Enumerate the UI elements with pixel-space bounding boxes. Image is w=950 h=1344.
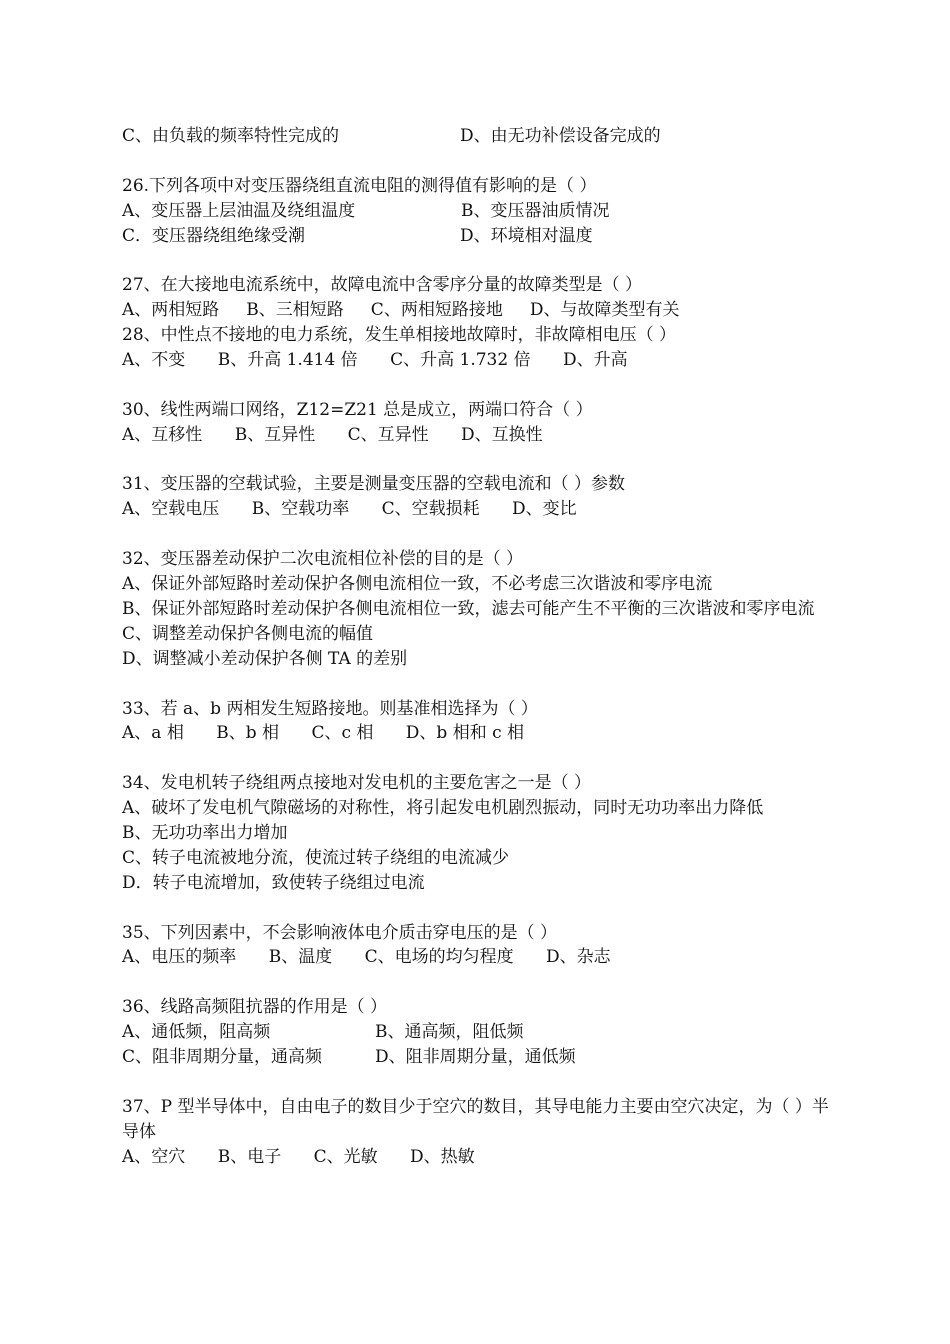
q34-option-a: A、破坏了发电机气隙磁场的对称性，将引起发电机剧烈振动，同时无功功率出力降低 bbox=[122, 798, 764, 819]
q31-stem: 31、变压器的空载试验，主要是测量变压器的空载电流和（ ）参数 bbox=[122, 474, 626, 495]
q34-option-b: B、无功功率出力增加 bbox=[122, 822, 288, 843]
q37-options: A、空穴 B、电子 C、光敏 D、热敏 bbox=[122, 1146, 475, 1167]
q28-options: A、不变 B、升高 1.414 倍 C、升高 1.732 倍 D、升高 bbox=[122, 350, 628, 371]
q34-option-d: D．转子电流增加，致使转子绕组过电流 bbox=[122, 872, 425, 893]
q27-options: A、两相短路 B、三相短路 C、两相短路接地 D、与故障类型有关 bbox=[122, 300, 680, 321]
q36-option-b: B、通高频，阻低频 bbox=[375, 1022, 524, 1043]
q36-option-a: A、通低频，阻高频 bbox=[122, 1022, 271, 1043]
q33-stem: 33、若 a、b 两相发生短路接地。则基准相选择为（ ） bbox=[122, 698, 538, 719]
q27-stem: 27、在大接地电流系统中，故障电流中含零序分量的故障类型是（ ） bbox=[122, 275, 643, 296]
q35-options: A、电压的频率 B、温度 C、电场的均匀程度 D、杂志 bbox=[122, 947, 611, 968]
q30-options: A、互移性 B、互异性 C、互异性 D、互换性 bbox=[122, 424, 543, 445]
q36-option-d: D、阻非周期分量，通低频 bbox=[375, 1046, 576, 1067]
q30-stem: 30、线性两端口网络，Z12=Z21 总是成立，两端口符合（ ） bbox=[122, 399, 593, 420]
q32-stem: 32、变压器差动保护二次电流相位补偿的目的是（ ） bbox=[122, 549, 524, 570]
q33-options: A、a 相 B、b 相 C、c 相 D、b 相和 c 相 bbox=[122, 723, 525, 744]
q32-option-b: B、保证外部短路时差动保护各侧电流相位一致，滤去可能产生不平衡的三次谐波和零序电流 bbox=[122, 598, 815, 619]
q25-option-d: D、由无功补偿设备完成的 bbox=[460, 126, 661, 146]
q25-options-cd bbox=[122, 124, 842, 149]
document-page bbox=[122, 124, 842, 1169]
q26-options-cd bbox=[122, 224, 842, 249]
q36-options-ab bbox=[122, 1020, 842, 1045]
q26-option-a: A、变压器上层油温及绕组温度 bbox=[122, 200, 356, 221]
q34-stem: 34、发电机转子绕组两点接地对发电机的主要危害之一是（ ） bbox=[122, 773, 592, 794]
q32-option-a: A、保证外部短路时差动保护各侧电流相位一致，不必考虑三次谐波和零序电流 bbox=[122, 574, 713, 595]
q36-option-c: C、阻非周期分量，通高频 bbox=[122, 1046, 323, 1067]
q36-stem: 36、线路高频阻抗器的作用是（ ） bbox=[122, 997, 388, 1018]
q31-options: A、空载电压 B、空载功率 C、空载损耗 D、变比 bbox=[122, 499, 577, 520]
q34-option-c: C、转子电流被地分流，使流过转子绕组的电流减少 bbox=[122, 847, 510, 868]
q26-option-b: B、变压器油质情况 bbox=[461, 200, 610, 221]
q26-stem: 26.下列各项中对变压器绕组直流电阻的测得值有影响的是（ ） bbox=[122, 175, 597, 196]
q28-stem: 28、中性点不接地的电力系统，发生单相接地故障时，非故障相电压（ ） bbox=[122, 325, 677, 346]
q26-option-d: D、环境相对温度 bbox=[460, 225, 593, 246]
q32-option-d: D、调整减小差动保护各侧 TA 的差别 bbox=[122, 648, 408, 669]
q26-option-c: C．变压器绕组绝缘受潮 bbox=[122, 225, 306, 246]
q25-option-c: C、由负载的频率特性完成的 bbox=[122, 126, 340, 146]
q26-options-ab bbox=[122, 199, 842, 224]
q35-stem: 35、下列因素中，不会影响液体电介质击穿电压的是（ ） bbox=[122, 922, 558, 943]
q32-option-c: C、调整差动保护各侧电流的幅值 bbox=[122, 623, 374, 644]
q37-stem: 37、P 型半导体中，自由电子的数目少于空穴的数目，其导电能力主要由空穴决定，为（ ）半导体 bbox=[122, 1096, 829, 1142]
q36-options-cd bbox=[122, 1045, 842, 1070]
